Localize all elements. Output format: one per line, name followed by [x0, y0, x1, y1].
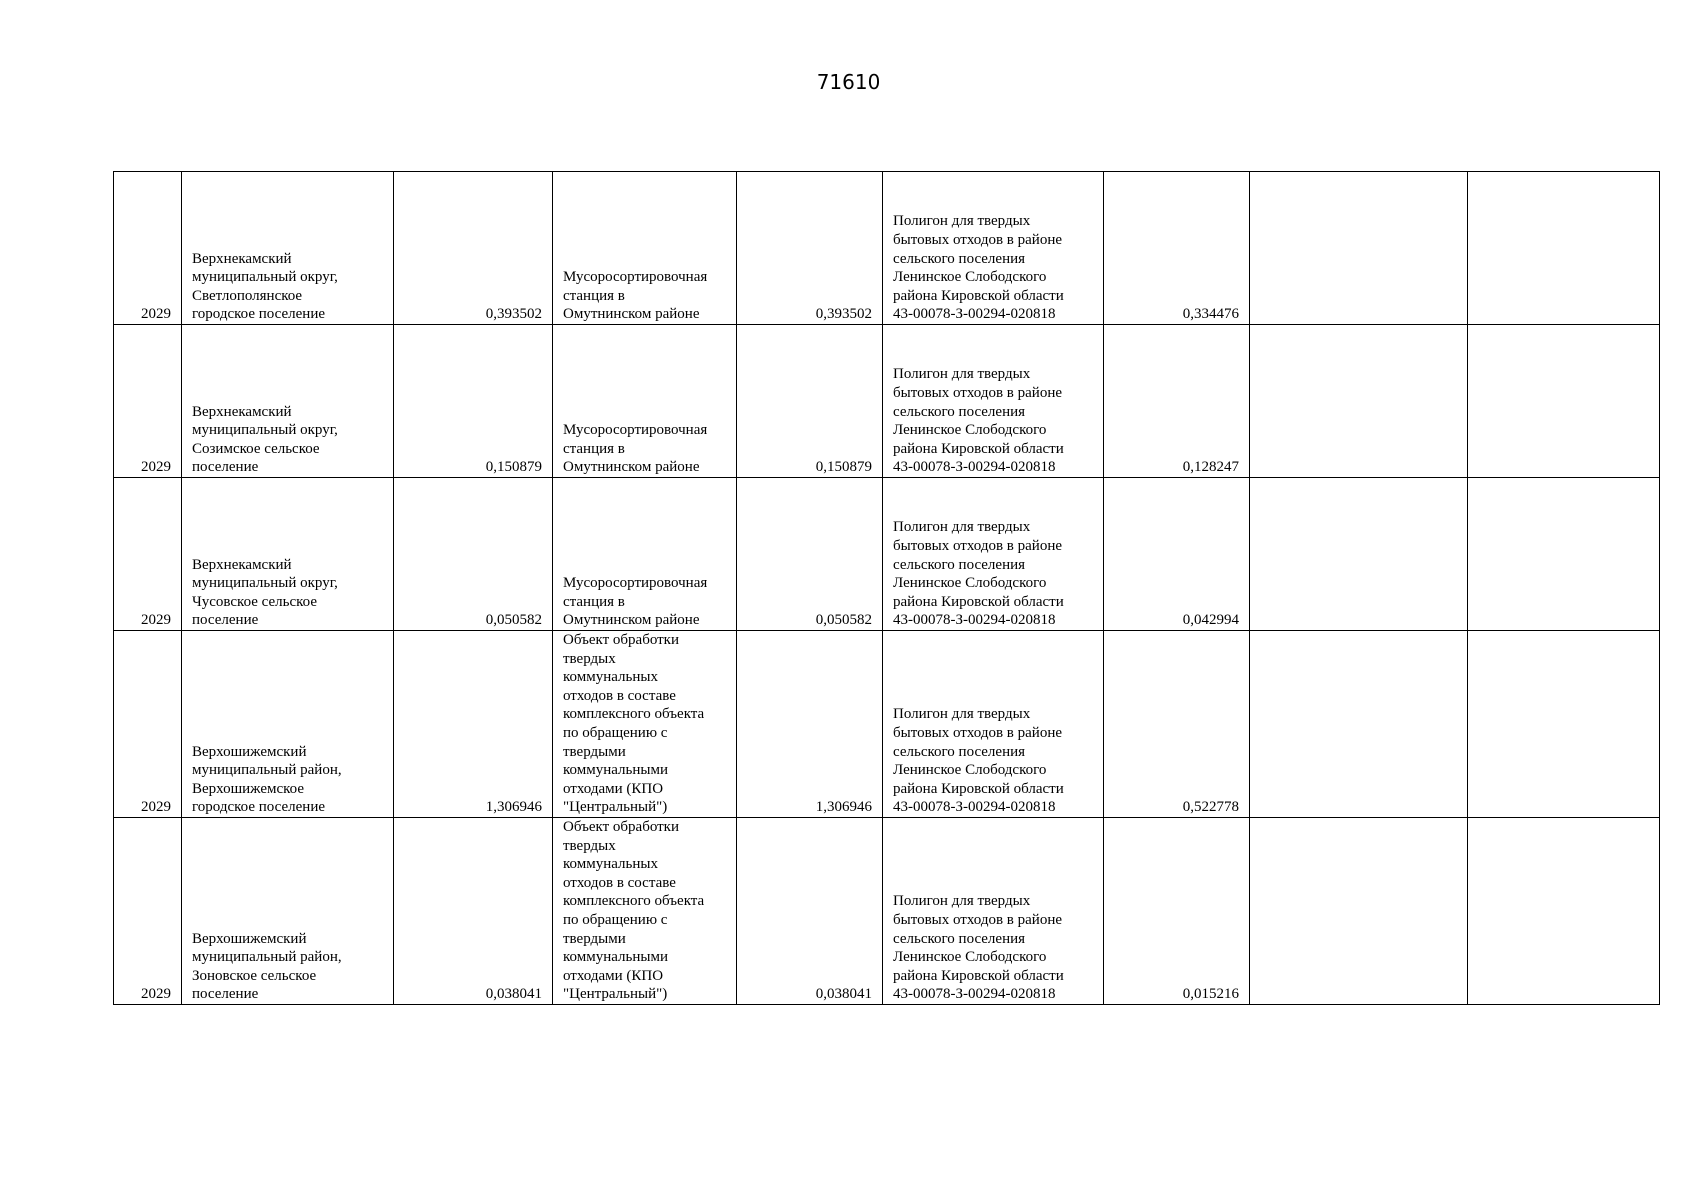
- volume-3-cell: [1104, 172, 1250, 325]
- volume-3-value: 0,128247: [1182, 459, 1239, 476]
- extra-1-cell: [1250, 631, 1468, 818]
- facility-value: Мусоросортировочная станция в Омутнинском районе: [563, 575, 708, 629]
- volume-1-cell: [394, 325, 553, 478]
- landfill-value: Полигон для твердых бытовых отходов в районе сельского поселения Ленинское Слободского района Кировской области 43-00078-З-00294-020818: [893, 706, 1064, 816]
- volume-2-value: 0,050582: [815, 612, 872, 629]
- landfill-value: Полигон для твердых бытовых отходов в районе сельского поселения Ленинское Слободского района Кировской области 43-00078-З-00294-020818: [893, 519, 1064, 629]
- volume-2-cell: [737, 818, 883, 1005]
- table-row: [114, 631, 1660, 818]
- volume-2-cell: [737, 172, 883, 325]
- volume-2-value: 0,038041: [815, 986, 872, 1003]
- year-cell: [114, 325, 182, 478]
- facility-value: Мусоросортировочная станция в Омутнинском районе: [563, 269, 708, 323]
- facility-cell: [553, 631, 737, 818]
- extra-1-cell: [1250, 172, 1468, 325]
- table-row: [114, 172, 1660, 325]
- volume-3-value: 0,334476: [1182, 306, 1239, 323]
- landfill-value: Полигон для твердых бытовых отходов в районе сельского поселения Ленинское Слободского района Кировской области 43-00078-З-00294-020818: [893, 366, 1064, 476]
- extra-2-cell: [1468, 172, 1660, 325]
- municipality-cell: [182, 325, 394, 478]
- volume-3-value: 0,522778: [1182, 799, 1239, 816]
- volume-2-value: 0,150879: [815, 459, 872, 476]
- extra-1-cell: [1250, 818, 1468, 1005]
- table-row: [114, 325, 1660, 478]
- volume-2-value: 1,306946: [815, 799, 872, 816]
- facility-value: Мусоросортировочная станция в Омутнинском районе: [563, 422, 708, 476]
- volume-1-cell: [394, 172, 553, 325]
- page-number: 71610: [816, 70, 881, 94]
- municipality-cell: [182, 172, 394, 325]
- year-cell: [114, 172, 182, 325]
- facility-cell: [553, 325, 737, 478]
- volume-3-cell: [1104, 478, 1250, 631]
- volume-1-cell: [394, 478, 553, 631]
- facility-value: Объект обработки твердых коммунальных отходов в составе комплексного объекта по обращению с твердыми коммунальными отходами (КПО "Центральный"): [563, 819, 705, 1003]
- table-row: [114, 478, 1660, 631]
- volume-1-value: 0,393502: [485, 306, 542, 323]
- extra-2-cell: [1468, 818, 1660, 1005]
- landfill-cell: [883, 478, 1104, 631]
- volume-1-value: 0,150879: [485, 459, 542, 476]
- landfill-cell: [883, 631, 1104, 818]
- volume-3-value: 0,015216: [1182, 986, 1239, 1003]
- volume-2-value: 0,393502: [815, 306, 872, 323]
- year-value: 2029: [141, 306, 171, 323]
- year-cell: [114, 818, 182, 1005]
- volume-1-value: 0,038041: [485, 986, 542, 1003]
- table-row: [114, 818, 1660, 1005]
- facility-cell: [553, 818, 737, 1005]
- municipality-cell: [182, 478, 394, 631]
- municipality-value: Верхошижемский муниципальный район, Зоновское сельское поселение: [192, 930, 342, 1003]
- volume-3-cell: [1104, 631, 1250, 818]
- extra-1-cell: [1250, 478, 1468, 631]
- volume-2-cell: [737, 325, 883, 478]
- year-cell: [114, 478, 182, 631]
- municipality-value: Верхнекамский муниципальный округ, Чусовское сельское поселение: [192, 556, 338, 629]
- year-value: 2029: [141, 459, 171, 476]
- landfill-value: Полигон для твердых бытовых отходов в районе сельского поселения Ленинское Слободского района Кировской области 43-00078-З-00294-020818: [893, 213, 1064, 323]
- landfill-value: Полигон для твердых бытовых отходов в районе сельского поселения Ленинское Слободского района Кировской области 43-00078-З-00294-020818: [893, 893, 1064, 1003]
- municipality-value: Верхошижемский муниципальный район, Верхошижемское городское поселение: [192, 743, 342, 816]
- waste-flow-table: [113, 171, 1660, 1005]
- volume-3-value: 0,042994: [1182, 612, 1239, 629]
- facility-value: Объект обработки твердых коммунальных отходов в составе комплексного объекта по обращению с твердыми коммунальными отходами (КПО "Центральный"): [563, 632, 705, 816]
- volume-1-cell: [394, 631, 553, 818]
- landfill-cell: [883, 818, 1104, 1005]
- municipality-cell: [182, 818, 394, 1005]
- volume-1-value: 0,050582: [485, 612, 542, 629]
- volume-1-cell: [394, 818, 553, 1005]
- municipality-value: Верхнекамский муниципальный округ, Созимское сельское поселение: [192, 403, 338, 476]
- facility-cell: [553, 478, 737, 631]
- year-value: 2029: [141, 986, 171, 1003]
- extra-2-cell: [1468, 631, 1660, 818]
- extra-1-cell: [1250, 325, 1468, 478]
- volume-2-cell: [737, 631, 883, 818]
- facility-cell: [553, 172, 737, 325]
- extra-2-cell: [1468, 478, 1660, 631]
- volume-3-cell: [1104, 325, 1250, 478]
- landfill-cell: [883, 172, 1104, 325]
- year-cell: [114, 631, 182, 818]
- landfill-cell: [883, 325, 1104, 478]
- volume-3-cell: [1104, 818, 1250, 1005]
- municipality-value: Верхнекамский муниципальный округ, Светлополянское городское поселение: [192, 250, 338, 323]
- year-value: 2029: [141, 612, 171, 629]
- volume-1-value: 1,306946: [485, 799, 542, 816]
- volume-2-cell: [737, 478, 883, 631]
- municipality-cell: [182, 631, 394, 818]
- extra-2-cell: [1468, 325, 1660, 478]
- year-value: 2029: [141, 799, 171, 816]
